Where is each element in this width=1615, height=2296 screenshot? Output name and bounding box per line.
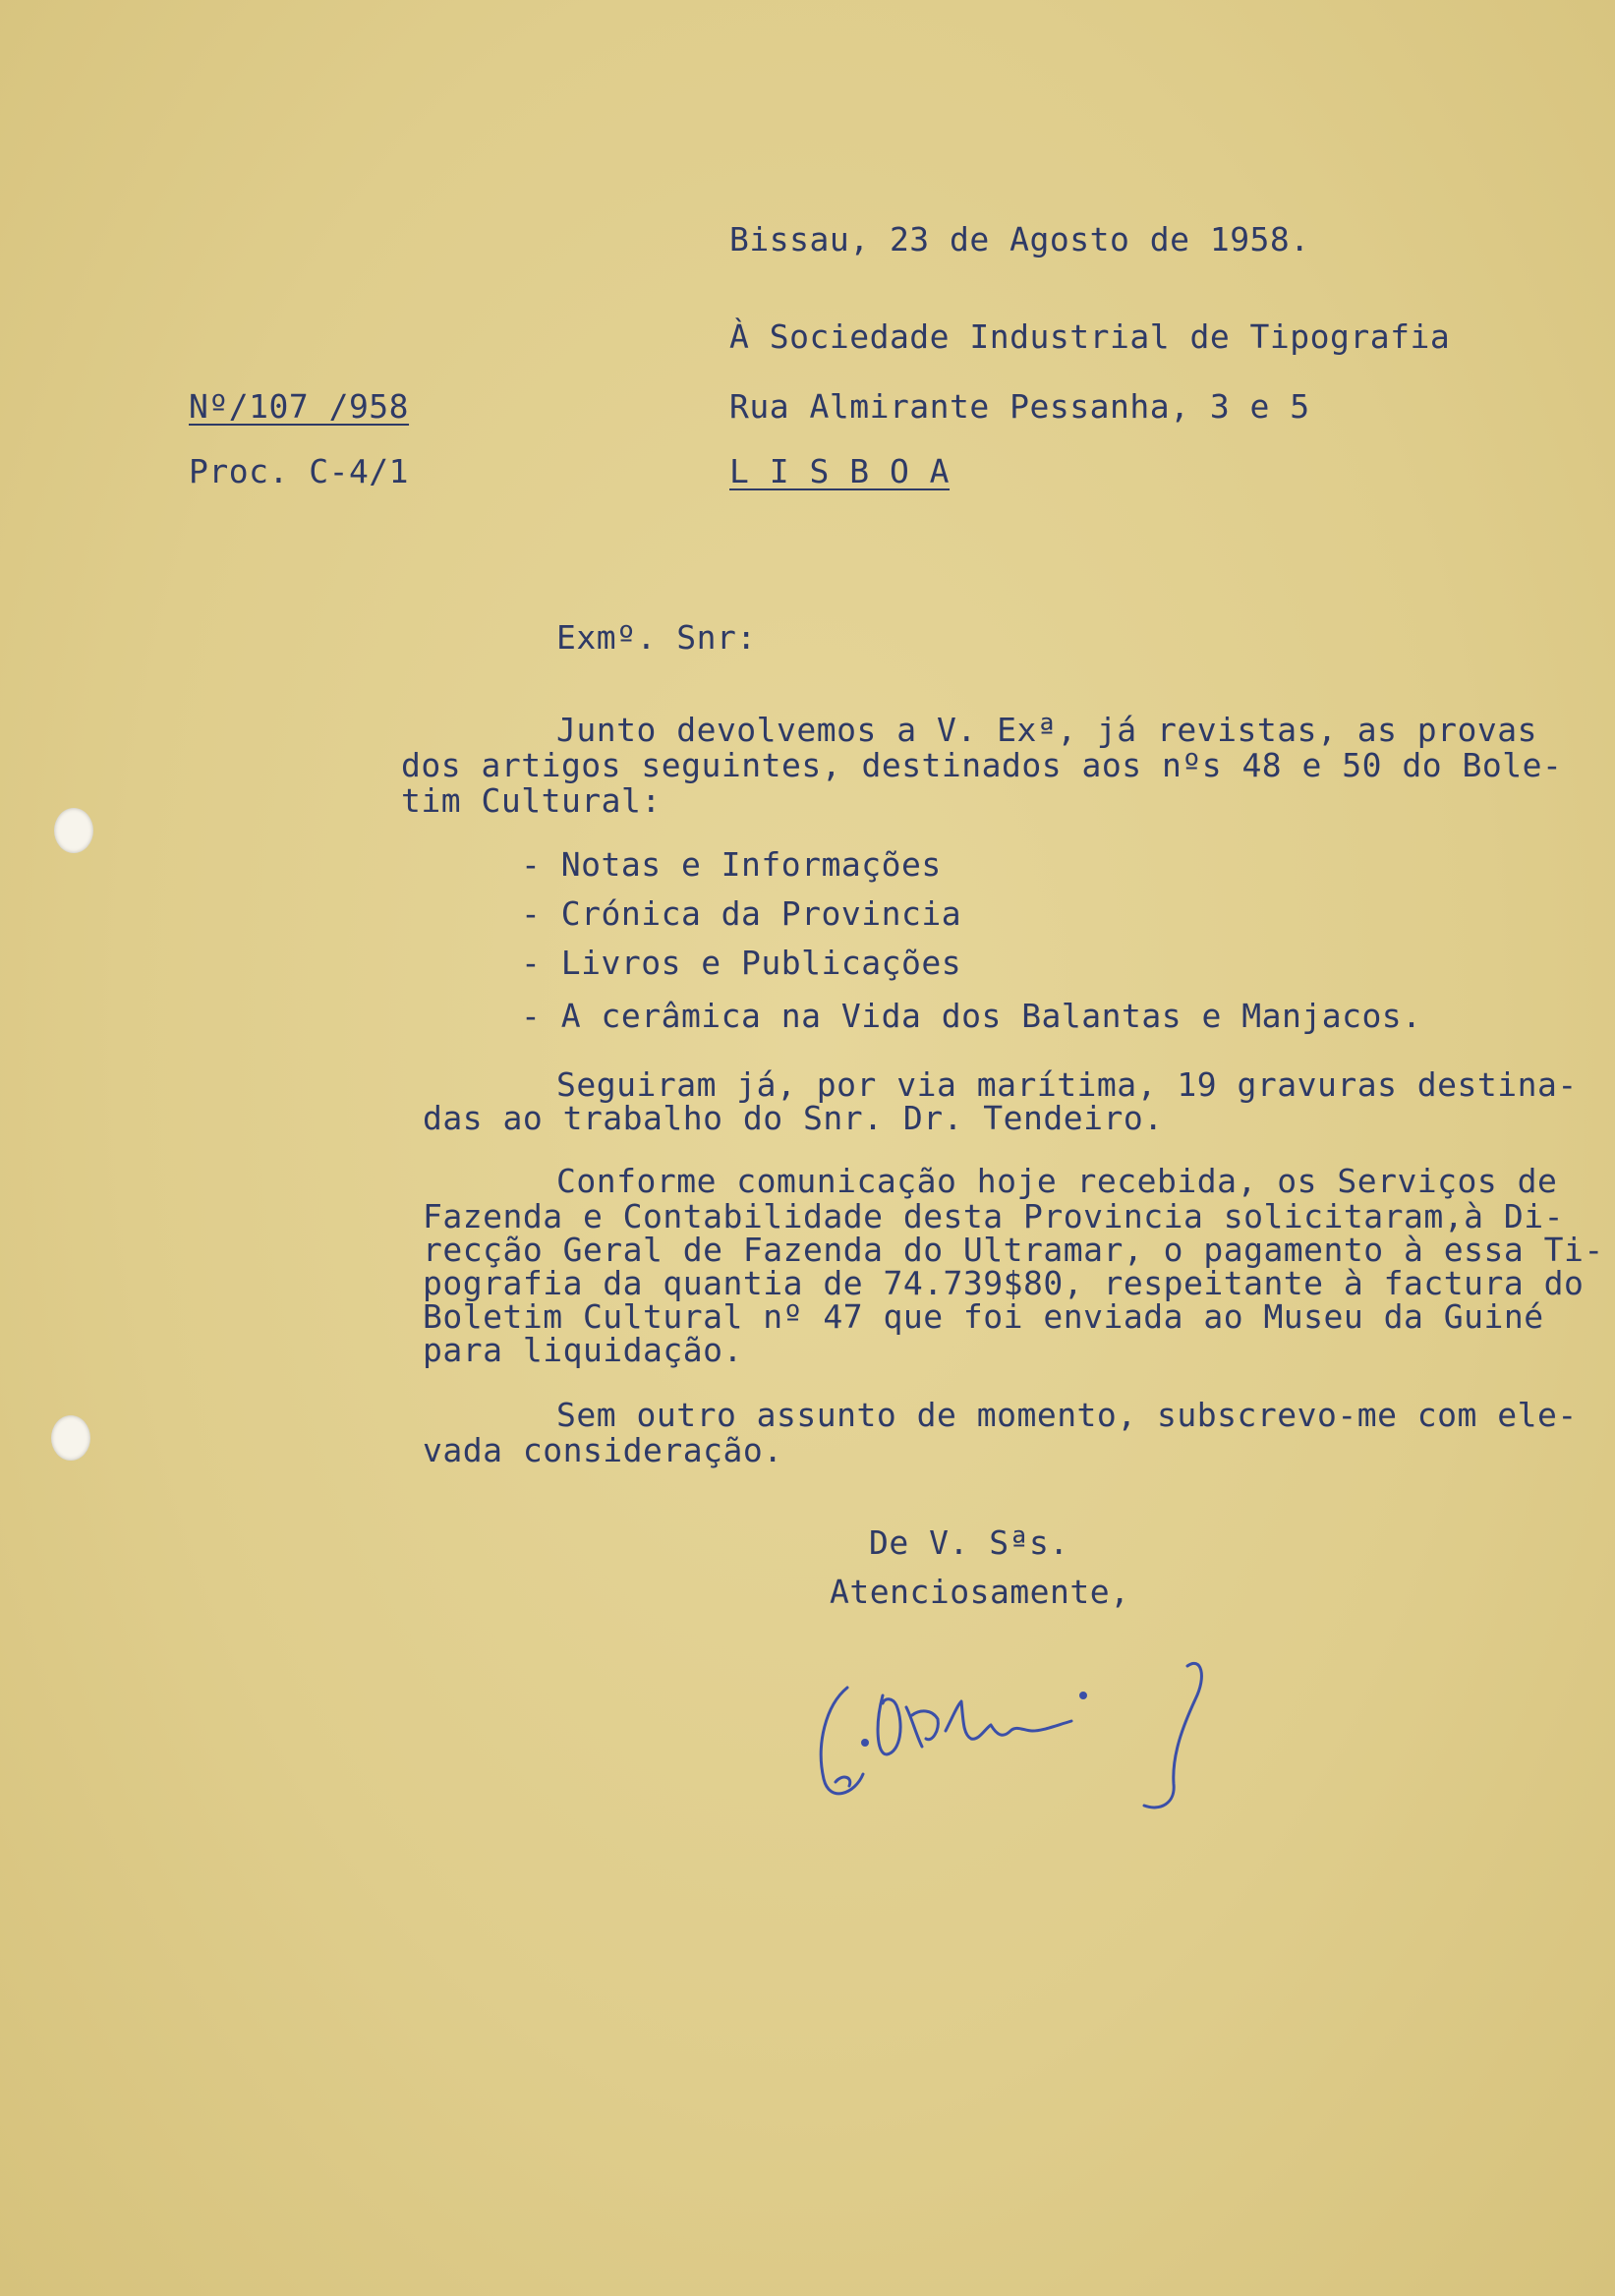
closing-line-2: Atenciosamente, [830, 1573, 1130, 1611]
paragraph-3-line: Fazenda e Contabilidade desta Provincia solicitaram,à Di- [423, 1197, 1564, 1235]
closing-line-1: De V. Sªs. [869, 1523, 1069, 1562]
paragraph-1-line: Junto devolvemos a V. Exª, já revistas, as provas [556, 711, 1538, 749]
list-item: - A cerâmica na Vida dos Balantas e Manjacos. [521, 997, 1422, 1035]
list-item: - Livros e Publicações [521, 944, 962, 982]
paragraph-3-line: Boletim Cultural nº 47 que foi enviada ao Museu da Guiné [423, 1297, 1544, 1336]
salutation: Exmº. Snr: [556, 618, 757, 657]
paragraph-4-line: vada consideração. [423, 1431, 783, 1469]
list-item: - Notas e Informações [521, 845, 942, 884]
paragraph-3-line: pografia da quantia de 74.739$80, respeitante à factura do [423, 1264, 1585, 1302]
punch-hole-bottom [51, 1415, 90, 1461]
handwritten-signature [806, 1636, 1239, 1813]
list-item: - Crónica da Provincia [521, 894, 962, 933]
process-reference: Proc. C-4/1 [189, 452, 410, 490]
reference-number: Nº/107 /958 [189, 387, 410, 426]
paragraph-1-line: dos artigos seguintes, destinados aos nºs 48 e 50 do Bole- [401, 746, 1563, 784]
addressee-name: À Sociedade Industrial de Tipografia [729, 317, 1451, 356]
paragraph-1-line: tim Cultural: [401, 781, 662, 820]
paragraph-2-line: Seguiram já, por via marítima, 19 gravuras destina- [556, 1065, 1578, 1104]
paragraph-3-line: Conforme comunicação hoje recebida, os Serviços de [556, 1162, 1558, 1200]
paragraph-4-line: Sem outro assunto de momento, subscrevo-me com ele- [556, 1396, 1578, 1434]
place-date: Bissau, 23 de Agosto de 1958. [729, 220, 1310, 258]
paragraph-3-line: recção Geral de Fazenda do Ultramar, o pagamento à essa Ti- [423, 1231, 1604, 1269]
paragraph-3-line: para liquidação. [423, 1331, 743, 1369]
paragraph-2-line: das ao trabalho do Snr. Dr. Tendeiro. [423, 1099, 1164, 1137]
addressee-street: Rua Almirante Pessanha, 3 e 5 [729, 387, 1310, 426]
punch-hole-top [54, 808, 93, 853]
addressee-city: L I S B O A [729, 452, 951, 490]
